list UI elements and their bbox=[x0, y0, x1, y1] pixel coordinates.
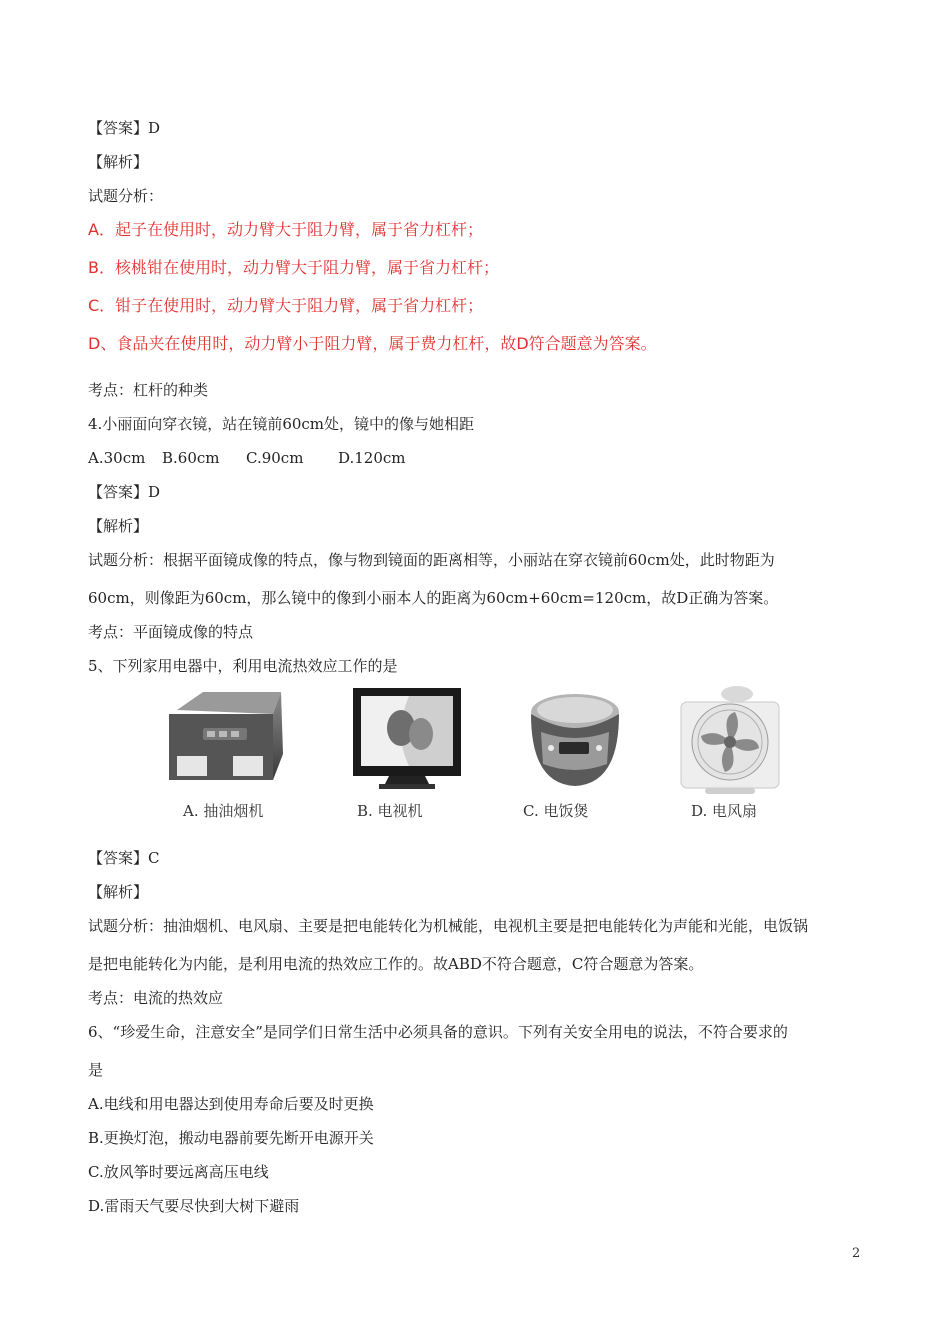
q4-analysis-line1: 试题分析：根据平面镜成像的特点，像与物到镜面的距离相等，小丽站在穿衣镜前60cm处，此时物距为 bbox=[88, 551, 775, 569]
q4-option-a: A.30cm bbox=[88, 449, 146, 467]
electric-fan-image bbox=[675, 684, 785, 800]
range-hood-image bbox=[163, 684, 287, 794]
q6-question-line1: 6、“珍爱生命，注意安全”是同学们日常生活中必须具备的意识。下列有关安全用电的说法，不符合要求的 bbox=[88, 1023, 788, 1041]
television-image bbox=[349, 684, 465, 796]
q3-topic: 考点：杠杆的种类 bbox=[88, 381, 209, 399]
q3-point-a: A．起子在使用时，动力臂大于阻力臂，属于省力杠杆； bbox=[88, 220, 483, 239]
q4-analysis-heading: 【解析】 bbox=[88, 517, 149, 535]
q6-option-b: B.更换灯泡，搬动电器前要先断开电源开关 bbox=[88, 1129, 374, 1147]
q4-analysis-line2: 60cm，则像距为60cm，那么镜中的像到小丽本人的距离为60cm+60cm=120cm，故D正确为答案。 bbox=[88, 589, 779, 607]
q5-topic: 考点：电流的热效应 bbox=[88, 989, 224, 1007]
q4-option-b: B.60cm bbox=[162, 449, 220, 467]
q4-question: 4.小丽面向穿衣镜，站在镜前60cm处，镜中的像与她相距 bbox=[88, 415, 475, 433]
caption-d: D. 电风扇 bbox=[691, 802, 758, 820]
q5-analysis-line1: 试题分析：抽油烟机、电风扇、主要是把电能转化为机械能，电视机主要是把电能转化为声能和光能，电饭锅 bbox=[88, 917, 809, 935]
page-number: 2 bbox=[852, 1246, 861, 1261]
q3-point-b: B．核桃钳在使用时，动力臂大于阻力臂，属于省力杠杆； bbox=[88, 258, 499, 277]
caption-a: A. 抽油烟机 bbox=[183, 802, 264, 820]
q3-answer: 【答案】D bbox=[88, 119, 161, 137]
q3-point-d: D、食品夹在使用时，动力臂小于阻力臂，属于费力杠杆，故D符合题意为答案。 bbox=[88, 334, 657, 353]
caption-b: B. 电视机 bbox=[357, 802, 423, 820]
q6-option-c: C.放风筝时要远离高压电线 bbox=[88, 1163, 269, 1181]
q6-option-a: A.电线和用电器达到使用寿命后要及时更换 bbox=[88, 1095, 374, 1113]
q6-question-line2: 是 bbox=[88, 1061, 104, 1079]
q3-analysis-heading: 【解析】 bbox=[88, 153, 149, 171]
q3-analysis-intro: 试题分析： bbox=[88, 187, 164, 205]
appliance-figure bbox=[163, 684, 789, 824]
q5-answer: 【答案】C bbox=[88, 849, 160, 867]
q4-option-d: D.120cm bbox=[338, 449, 406, 467]
q4-options bbox=[88, 448, 406, 468]
rice-cooker-image bbox=[525, 684, 625, 796]
q5-question: 5、下列家用电器中，利用电流热效应工作的是 bbox=[88, 657, 398, 675]
q3-point-c: C．钳子在使用时，动力臂大于阻力臂，属于省力杠杆； bbox=[88, 296, 484, 315]
q4-option-c: C.90cm bbox=[246, 449, 304, 467]
q5-analysis-heading: 【解析】 bbox=[88, 883, 149, 901]
caption-c: C. 电饭煲 bbox=[523, 802, 589, 820]
q4-topic: 考点：平面镜成像的特点 bbox=[88, 623, 254, 641]
q4-answer: 【答案】D bbox=[88, 483, 161, 501]
q5-analysis-line2: 是把电能转化为内能，是利用电流的热效应工作的。故ABD不符合题意，C符合题意为答案。 bbox=[88, 955, 704, 973]
q6-option-d: D.雷雨天气要尽快到大树下避雨 bbox=[88, 1197, 300, 1215]
